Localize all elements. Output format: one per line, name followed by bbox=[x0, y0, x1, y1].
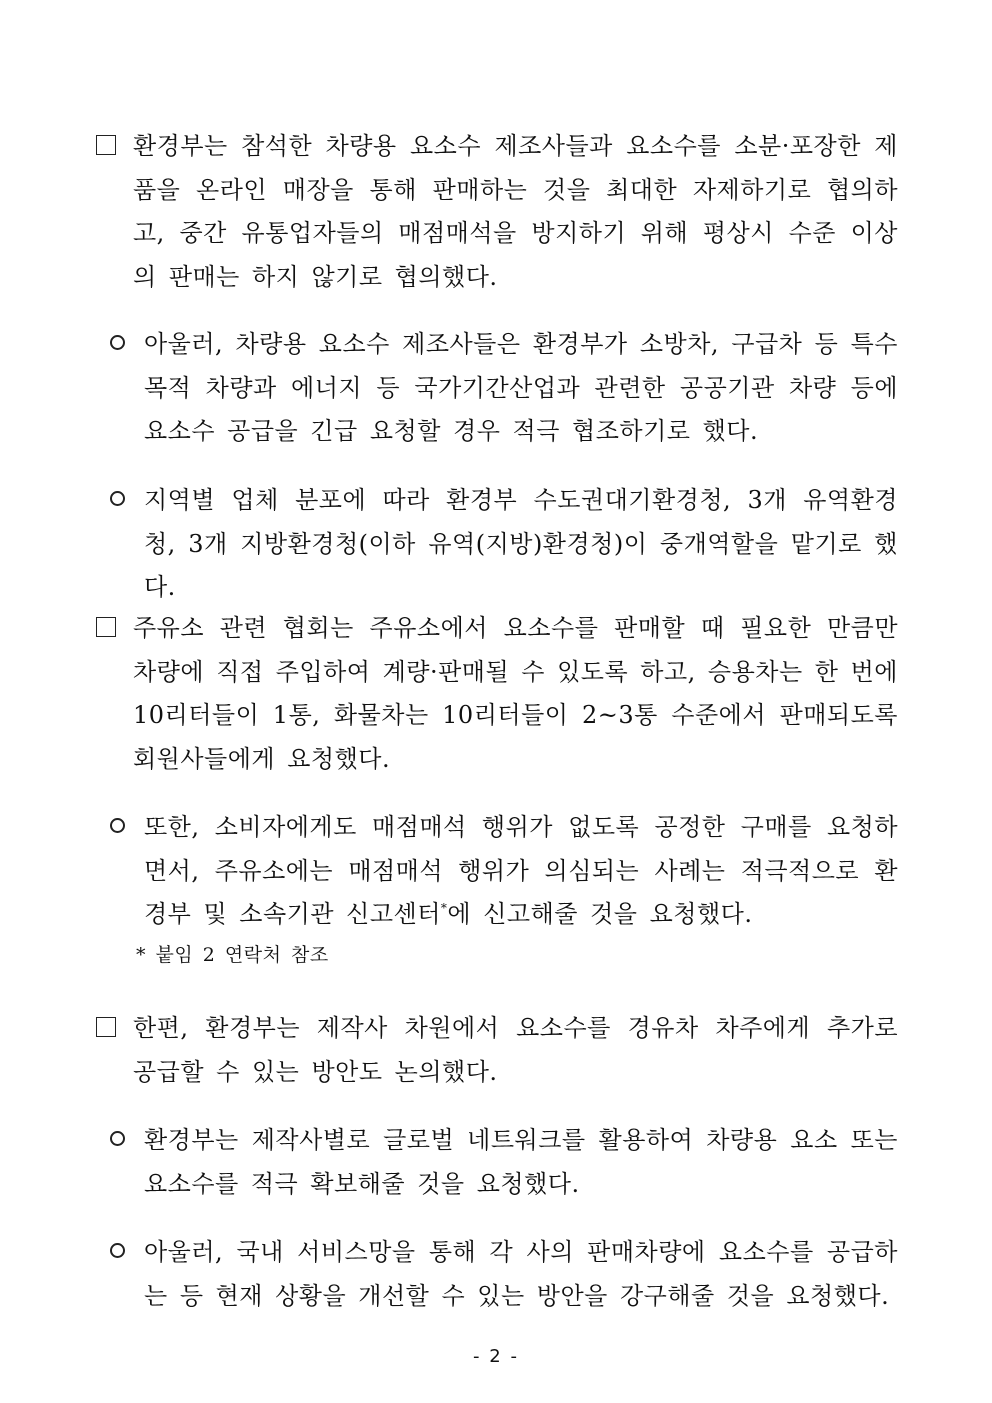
circle-bullet-icon bbox=[110, 818, 125, 833]
bullet-text-before: 또한, 소비자에게도 매점매석 행위가 없도록 공정한 구매를 요청하면서, 주유소에는 매점매석 행위가 의심되는 사례는 적극적으로 환경부 및 소속기관 신고센터 bbox=[144, 813, 898, 928]
bullet-text: 환경부는 제작사별로 글로벌 네트워크를 활용하여 차량용 요소 또는 요소수를 적극 확보해줄 것을 요청했다. bbox=[144, 1126, 898, 1198]
circle-bullet-icon bbox=[110, 1243, 125, 1258]
section-text: 환경부는 참석한 차량용 요소수 제조사들과 요소수를 소분·포장한 제품을 온라인 매장을 통해 판매하는 것을 최대한 자제하기로 협의하고, 중간 유통업자들의 매점매석을 방지하기 위해 평상시 수준 이상의 판매는 하지 않기로 협의했다. bbox=[133, 132, 898, 291]
section-text: 한편, 환경부는 제작사 차원에서 요소수를 경유차 차주에게 추가로 공급할 수 있는 방안도 논의했다. bbox=[133, 1014, 898, 1086]
checkbox-square-icon bbox=[96, 135, 116, 155]
bullet-text: 지역별 업체 분포에 따라 환경부 수도권대기환경청, 3개 유역환경청, 3개 지방환경청(이하 유역(지방)환경청)이 중개역할을 맡기로 했다. bbox=[144, 486, 898, 601]
section-item-3 bbox=[96, 1007, 898, 1094]
checkbox-square-icon bbox=[96, 1017, 116, 1037]
bullet-item-2 bbox=[96, 479, 898, 610]
footnote-mark: * bbox=[440, 901, 448, 915]
circle-bullet-icon bbox=[110, 335, 125, 350]
bullet-text bbox=[144, 806, 898, 937]
bullet-text: 아울러, 국내 서비스망을 통해 각 사의 판매차량에 요소수를 공급하는 등 현재 상황을 개선할 수 있는 방안을 강구해줄 것을 요청했다. bbox=[144, 1238, 898, 1310]
circle-bullet-icon bbox=[110, 491, 125, 506]
bullet-item-3 bbox=[96, 806, 898, 937]
bullet-item-4 bbox=[96, 1119, 898, 1206]
bullet-item-1 bbox=[96, 323, 898, 454]
bullet-item-5 bbox=[96, 1231, 898, 1318]
checkbox-square-icon bbox=[96, 617, 116, 637]
section-item-1 bbox=[96, 125, 898, 299]
footnote: * 붙임 2 연락처 참조 bbox=[136, 944, 329, 966]
section-text: 주유소 관련 협회는 주유소에서 요소수를 판매할 때 필요한 만큼만 차량에 직접 주입하여 계량·판매될 수 있도록 하고, 승용차는 한 번에 10리터들이 1통, 화물차는 10리터들이 2~3통 수준에서 판매되도록 회원사들에게 요청했다. bbox=[133, 614, 898, 773]
bullet-text: 아울러, 차량용 요소수 제조사들은 환경부가 소방차, 구급차 등 특수목적 차량과 에너지 등 국가기간산업과 관련한 공공기관 차량 등에 요소수 공급을 긴급 요청할 경우 적극 협조하기로 했다. bbox=[144, 330, 898, 445]
page-number: - 2 - bbox=[473, 1346, 519, 1367]
section-item-2 bbox=[96, 607, 898, 781]
circle-bullet-icon bbox=[110, 1131, 125, 1146]
bullet-text-after: 에 신고해줄 것을 요청했다. bbox=[447, 900, 753, 928]
